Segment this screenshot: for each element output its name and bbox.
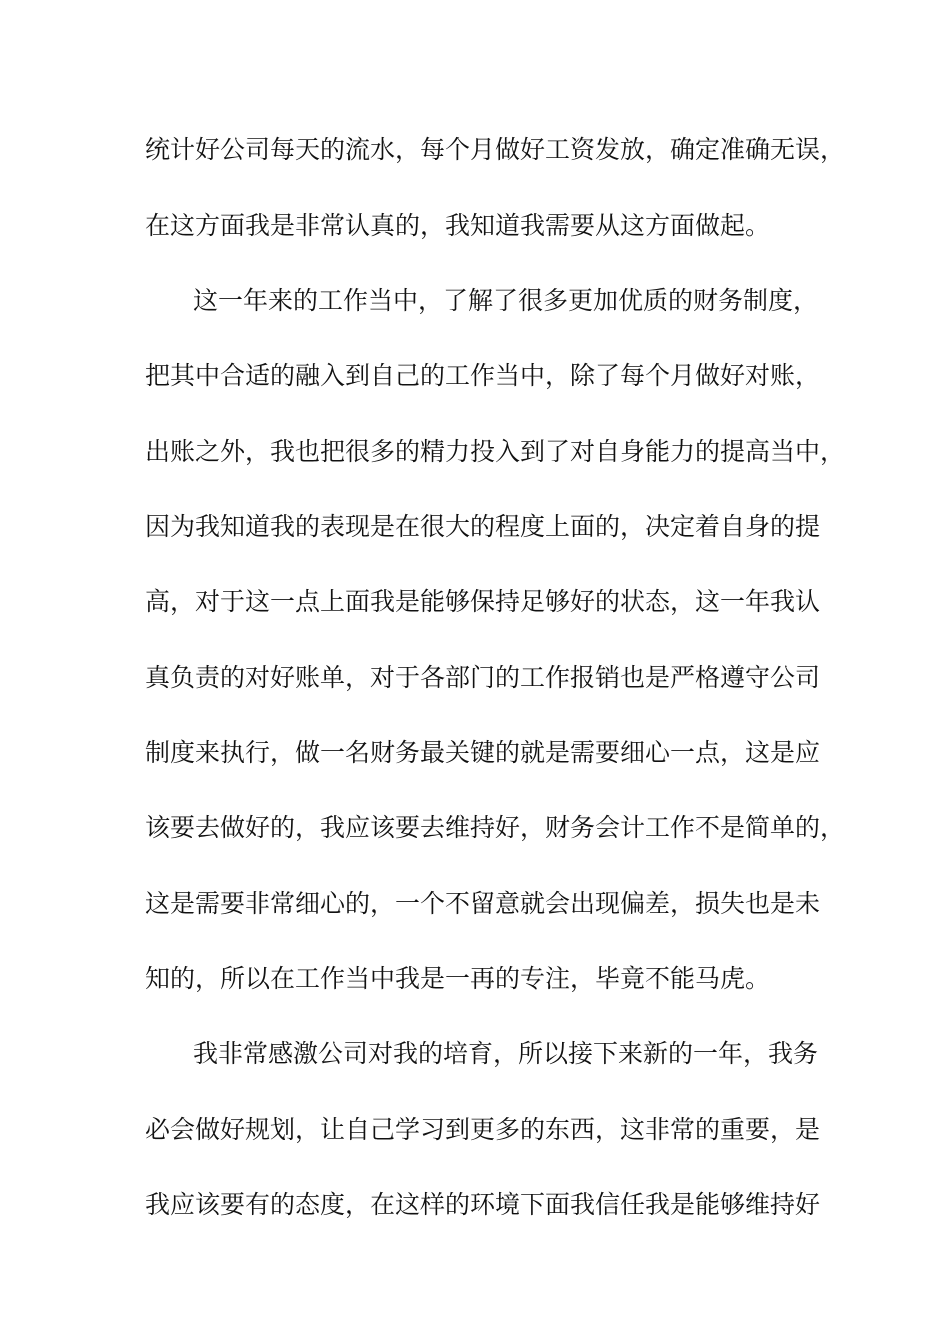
text-line: 知的，所以在工作当中我是一再的专注，毕竟不能马虎。 bbox=[145, 964, 771, 993]
text-line: 这是需要非常细心的，一个不留意就会出现偏差，损失也是未 bbox=[145, 889, 821, 918]
text-line: 我应该要有的态度，在这样的环境下面我信任我是能够维持好 bbox=[145, 1190, 821, 1219]
text-line: 在这方面我是非常认真的，我知道我需要从这方面做起。 bbox=[145, 211, 771, 240]
text-line: 把其中合适的融入到自己的工作当中，除了每个月做好对账， bbox=[145, 361, 821, 390]
text-line: 因为我知道我的表现是在很大的程度上面的，决定着自身的提 bbox=[145, 512, 821, 541]
paragraph-first-line: 我非常感激公司对我的培育，所以接下来新的一年，我务 bbox=[193, 1039, 819, 1068]
text-line: 该要去做好的，我应该要去维持好，财务会计工作不是简单的， bbox=[145, 813, 846, 842]
text-line: 统计好公司每天的流水，每个月做好工资发放，确定准确无误， bbox=[145, 135, 846, 164]
text-line: 制度来执行，做一名财务最关键的就是需要细心一点，这是应 bbox=[145, 738, 821, 767]
paragraph-first-line: 这一年来的工作当中，了解了很多更加优质的财务制度， bbox=[193, 286, 819, 315]
text-line: 真负责的对好账单，对于各部门的工作报销也是严格遵守公司 bbox=[145, 663, 821, 692]
text-line: 出账之外，我也把很多的精力投入到了对自身能力的提高当中， bbox=[145, 437, 846, 466]
text-line: 必会做好规划，让自己学习到更多的东西，这非常的重要，是 bbox=[145, 1115, 821, 1144]
text-line: 高，对于这一点上面我是能够保持足够好的状态，这一年我认 bbox=[145, 587, 821, 616]
